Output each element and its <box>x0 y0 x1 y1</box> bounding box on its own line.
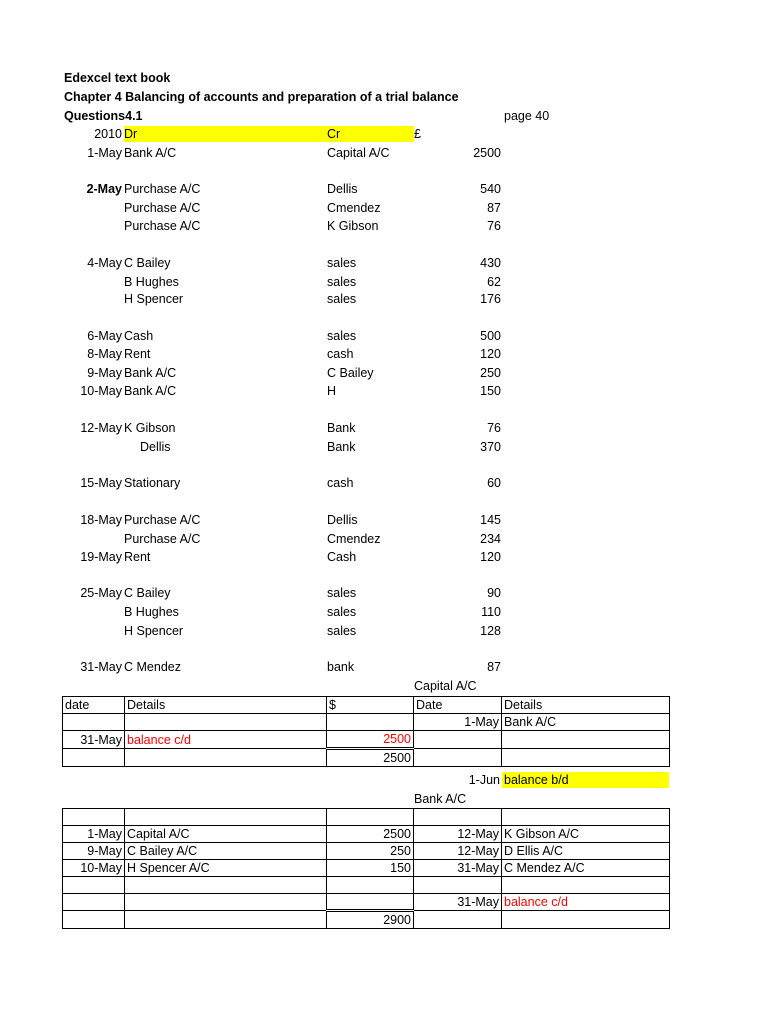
table-row <box>63 894 670 911</box>
cell <box>125 749 327 767</box>
cell <box>414 877 502 894</box>
journal-dr: Bank A/C <box>124 384 177 398</box>
journal-dr: Bank A/C <box>124 366 177 380</box>
journal-cr: Dellis <box>327 513 358 527</box>
journal-cr: Cash <box>327 550 357 564</box>
journal-dr: Purchase A/C <box>124 201 201 215</box>
journal-dr: Purchase A/C <box>124 532 201 546</box>
journal-amount: 176 <box>480 292 501 306</box>
debit-details-cell: C Bailey A/C <box>125 843 327 860</box>
credit-details-cell: balance c/d <box>502 894 670 911</box>
currency-header: £ <box>414 127 421 141</box>
header-date: date <box>63 697 125 714</box>
journal-amount: 76 <box>487 421 501 435</box>
debit-date-cell: 31-May <box>63 731 125 749</box>
cell <box>63 911 125 929</box>
journal-dr: B Hughes <box>124 605 179 619</box>
credit-details-cell: D Ellis A/C <box>502 843 670 860</box>
header-date-credit: Date <box>414 697 502 714</box>
table-row <box>63 826 670 843</box>
page-ref: page 40 <box>504 109 550 123</box>
journal-dr: Purchase A/C <box>124 513 201 527</box>
journal-date: 10-May <box>80 384 122 398</box>
journal-dr: H Spencer <box>124 624 184 638</box>
journal-dr: C Bailey <box>124 586 171 600</box>
debit-date-cell: 1-May <box>63 826 125 843</box>
credit-date-cell: 1-May <box>414 714 502 731</box>
cell <box>414 809 502 826</box>
journal-date: 19-May <box>80 550 122 564</box>
cell <box>63 749 125 767</box>
debit-total-cell: 2900 <box>327 911 414 929</box>
journal-amount: 500 <box>480 329 501 343</box>
bank-ac-title: Bank A/C <box>414 792 467 806</box>
credit-details-cell: Bank A/C <box>502 714 670 731</box>
cell <box>327 894 414 911</box>
dr-header: Dr <box>124 126 414 142</box>
table-row <box>63 731 670 749</box>
table-row <box>63 860 670 877</box>
table-row <box>63 714 670 731</box>
journal-amount: 62 <box>487 275 501 289</box>
journal-amount: 90 <box>487 586 501 600</box>
journal-cr: H <box>327 384 337 398</box>
journal-dr: K Gibson <box>124 421 176 435</box>
journal-amount: 128 <box>480 624 501 638</box>
capital-bd-details: balance b/d <box>502 772 669 788</box>
journal-cr: sales <box>327 605 357 619</box>
journal-cr: sales <box>327 292 357 306</box>
journal-amount: 120 <box>480 347 501 361</box>
journal-dr: C Mendez <box>124 660 181 674</box>
cell <box>125 809 327 826</box>
journal-amount: 60 <box>487 476 501 490</box>
debit-details-cell: balance c/d <box>125 731 327 749</box>
cell <box>63 877 125 894</box>
cell <box>327 809 414 826</box>
journal-amount: 250 <box>480 366 501 380</box>
journal-cr: K Gibson <box>327 219 379 233</box>
cell <box>414 731 502 749</box>
journal-dr: H Spencer <box>124 292 184 306</box>
journal-amount: 2500 <box>473 146 501 160</box>
journal-dr: C Bailey <box>124 256 171 270</box>
journal-date: 6-May <box>87 329 122 343</box>
journal-amount: 87 <box>487 660 501 674</box>
debit-date-cell: 9-May <box>63 843 125 860</box>
header-amount: $ <box>327 697 414 714</box>
journal-date: 4-May <box>87 256 122 270</box>
journal-cr: bank <box>327 660 355 674</box>
debit-amount-cell: 250 <box>327 843 414 860</box>
credit-details-cell: C Mendez A/C <box>502 860 670 877</box>
journal-amount: 430 <box>480 256 501 270</box>
journal-cr: Bank <box>327 421 356 435</box>
cell <box>502 731 670 749</box>
journal-cr: sales <box>327 586 357 600</box>
credit-date-cell: 12-May <box>414 826 502 843</box>
debit-total-cell: 2500 <box>327 749 414 767</box>
journal-cr: sales <box>327 256 357 270</box>
journal-dr: Rent <box>124 550 151 564</box>
debit-details-cell: H Spencer A/C <box>125 860 327 877</box>
cell <box>414 749 502 767</box>
journal-amount: 76 <box>487 219 501 233</box>
journal-dr: Purchase A/C <box>124 219 201 233</box>
journal-dr: Stationary <box>124 476 181 490</box>
table-row <box>63 877 670 894</box>
journal-cr: cash <box>327 476 354 490</box>
journal-dr: Cash <box>124 329 154 343</box>
journal-date: 31-May <box>80 660 122 674</box>
credit-details-cell: K Gibson A/C <box>502 826 670 843</box>
journal-dr: Rent <box>124 347 151 361</box>
journal-dr: Dellis <box>140 440 171 454</box>
cell <box>125 877 327 894</box>
bank-ac-table <box>62 808 670 929</box>
journal-date: 1-May <box>87 146 122 160</box>
book-title: Edexcel text book <box>64 71 171 85</box>
cr-header: Cr <box>327 127 341 141</box>
questions-label: Questions4.1 <box>64 109 143 123</box>
cell <box>63 809 125 826</box>
journal-amount: 540 <box>480 182 501 196</box>
table-row <box>63 749 670 767</box>
journal-amount: 234 <box>480 532 501 546</box>
chapter-title: Chapter 4 Balancing of accounts and preparation of a trial balance <box>64 90 459 104</box>
table-row <box>63 809 670 826</box>
journal-cr: sales <box>327 329 357 343</box>
journal-cr: Cmendez <box>327 532 381 546</box>
journal-cr: C Bailey <box>327 366 374 380</box>
year-label: 2010 <box>94 127 122 141</box>
cell <box>125 894 327 911</box>
journal-amount: 87 <box>487 201 501 215</box>
debit-details-cell: Capital A/C <box>125 826 327 843</box>
journal-amount: 110 <box>481 605 501 619</box>
journal-amount: 370 <box>480 440 501 454</box>
debit-amount-cell: 2500 <box>327 826 414 843</box>
journal-amount: 150 <box>480 384 501 398</box>
cell <box>63 714 125 731</box>
capital-ac-table <box>62 696 670 767</box>
journal-cr: Capital A/C <box>327 146 390 160</box>
journal-cr: sales <box>327 275 357 289</box>
table-row <box>63 911 670 929</box>
debit-amount-cell: 2500 <box>327 731 414 749</box>
journal-date: 12-May <box>80 421 122 435</box>
cell <box>327 877 414 894</box>
table-row <box>63 697 670 714</box>
journal-date: 25-May <box>80 586 122 600</box>
journal-dr: Bank A/C <box>124 146 177 160</box>
table-row <box>63 843 670 860</box>
capital-ac-title: Capital A/C <box>414 679 477 693</box>
header-details: Details <box>125 697 327 714</box>
credit-date-cell: 12-May <box>414 843 502 860</box>
debit-date-cell: 10-May <box>63 860 125 877</box>
journal-date: 18-May <box>80 513 122 527</box>
journal-dr: Purchase A/C <box>124 182 201 196</box>
cell <box>502 749 670 767</box>
cell <box>502 809 670 826</box>
cell <box>125 911 327 929</box>
cell <box>327 714 414 731</box>
journal-cr: Cmendez <box>327 201 381 215</box>
journal-dr: B Hughes <box>124 275 179 289</box>
journal-amount: 145 <box>480 513 501 527</box>
credit-date-cell: 31-May <box>414 860 502 877</box>
cell <box>125 714 327 731</box>
journal-date: 2-May <box>86 182 122 196</box>
cell <box>414 911 502 929</box>
journal-cr: cash <box>327 347 354 361</box>
header-details-credit: Details <box>502 697 670 714</box>
debit-amount-cell: 150 <box>327 860 414 877</box>
journal-cr: sales <box>327 624 357 638</box>
journal-cr: Dellis <box>327 182 358 196</box>
journal-cr: Bank <box>327 440 356 454</box>
cell <box>502 911 670 929</box>
credit-date-cell: 31-May <box>414 894 502 911</box>
cell <box>63 894 125 911</box>
capital-bd-date: 1-Jun <box>468 773 500 787</box>
journal-date: 8-May <box>87 347 122 361</box>
journal-amount: 120 <box>480 550 501 564</box>
journal-date: 15-May <box>80 476 122 490</box>
journal-date: 9-May <box>87 366 122 380</box>
cell <box>502 877 670 894</box>
